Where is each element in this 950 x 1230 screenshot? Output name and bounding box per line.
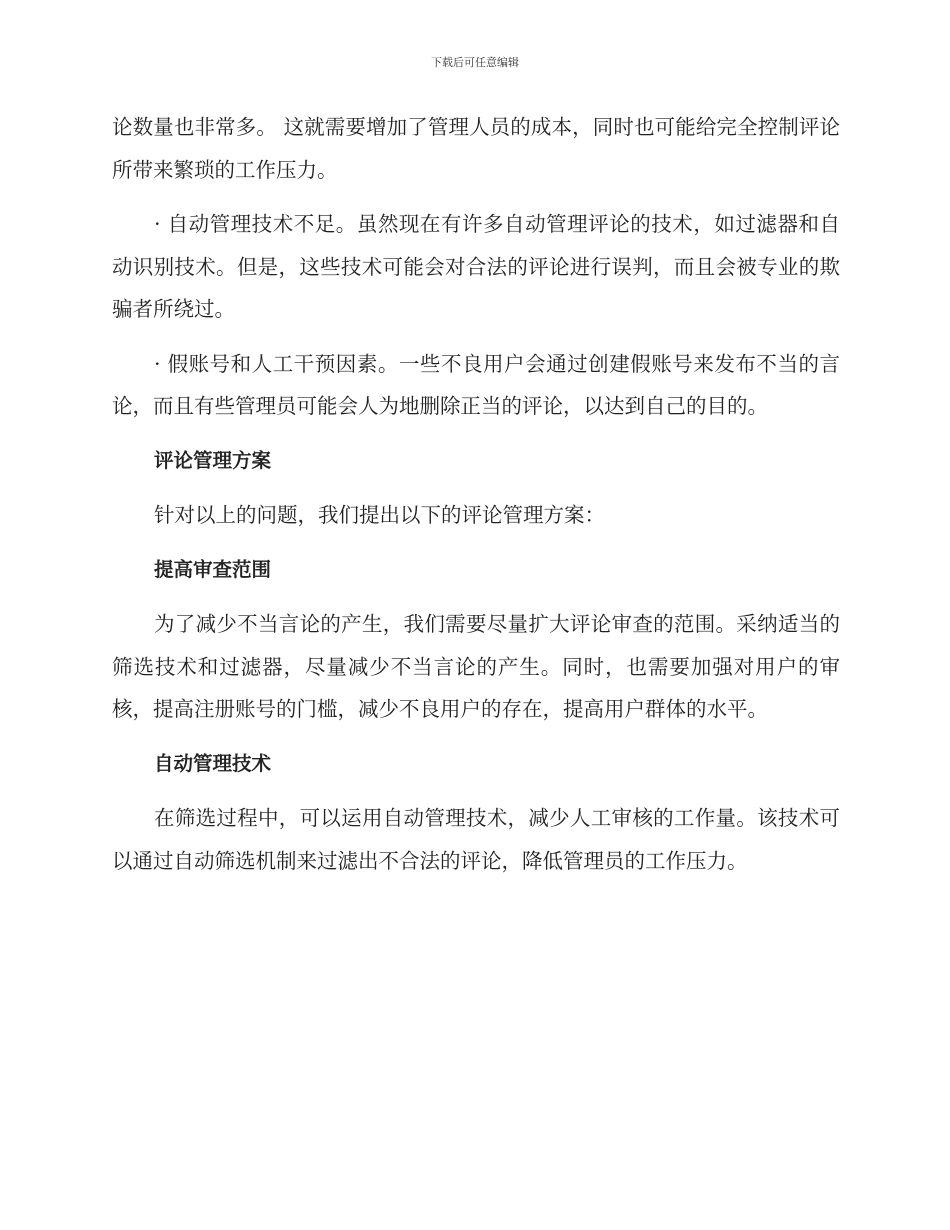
document-body: [112, 106, 840, 894]
paragraph-auto-management: 在筛选过程中，可以运用自动管理技术，减少人工审核的工作量。该技术可以通过自动筛选机制来过滤出不合法的评论，降低管理员的工作压力。: [112, 806, 840, 873]
paragraph-review-scope: 为了减少不当言论的产生，我们需要尽量扩大评论审查的范围。采纳适当的筛选技术和过滤器，尽量减少不当言论的产生。同时，也需要加强对用户的审核，提高注册账号的门槛，减少不良用户的存在，提高用户群体的水平。: [112, 612, 840, 721]
paragraph-plan-intro: 针对以上的问题，我们提出以下的评论管理方案：: [154, 503, 605, 527]
paragraph-continued: 论数量也非常多。 这就需要增加了管理人员的成本，同时也可能给完全控制评论所带来繁琐的工作压力。: [112, 115, 840, 182]
bullet-paragraph-auto-tech: · 自动管理技术不足。虽然现在有许多自动管理评论的技术，如过滤器和自动识别技术。但是，这些技术可能会对合法的评论进行误判，而且会被专业的欺骗者所绕过。: [112, 212, 840, 321]
section-heading-plan: 评论管理方案: [154, 448, 272, 472]
section-heading-review-scope: 提高审查范围: [154, 557, 272, 581]
bullet-paragraph-fake-accounts: · 假账号和人工干预因素。一些不良用户会通过创建假账号来发布不当的言论，而且有些管理员可能会人为地删除正当的评论，以达到自己的目的。: [112, 351, 840, 418]
section-heading-auto-management: 自动管理技术: [154, 751, 272, 775]
page-header: 下载后可任意编辑: [431, 56, 519, 69]
